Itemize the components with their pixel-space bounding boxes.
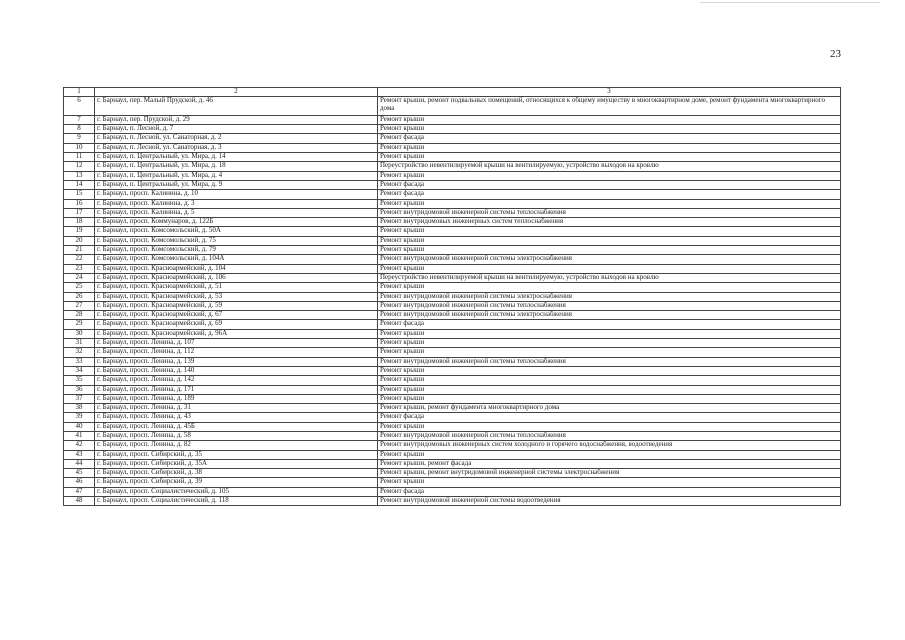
row-address: г. Барнаул, просп. Красноармейский, д. 106: [95, 273, 378, 282]
row-work: Ремонт внутридомовой инженерной системы теплоснабжения: [378, 301, 841, 310]
table-row: [64, 301, 841, 310]
row-work: Ремонт крыши: [378, 422, 841, 431]
table-row: [64, 162, 841, 171]
row-address: г. Барнаул, просп. Ленина, д. 140: [95, 366, 378, 375]
header-col-2: 2: [95, 88, 378, 97]
table-row: [64, 311, 841, 320]
table-row: [64, 469, 841, 478]
table-row: [64, 143, 841, 152]
row-address: г. Барнаул, просп. Красноармейский, д. 53: [95, 292, 378, 301]
row-number: 33: [64, 357, 95, 366]
table-row: [64, 385, 841, 394]
row-work: Ремонт внутридомовых инженерных систем холодного и горячего водоснабжения, водоотведения: [378, 441, 841, 450]
row-number: 15: [64, 190, 95, 199]
table-row: [64, 478, 841, 487]
table-row: [64, 227, 841, 236]
row-address: г. Барнаул, просп. Ленина, д. 189: [95, 394, 378, 403]
row-address: г. Барнаул, просп. Коммунаров, д. 122Б: [95, 218, 378, 227]
row-number: 44: [64, 459, 95, 468]
row-address: г. Барнаул, просп. Красноармейский, д. 59: [95, 301, 378, 310]
table-header-row: [64, 88, 841, 97]
row-work: Ремонт крыши: [378, 246, 841, 255]
row-number: 38: [64, 404, 95, 413]
table-row: [64, 376, 841, 385]
row-number: 17: [64, 208, 95, 217]
row-address: г. Барнаул, просп. Социалистический, д. 105: [95, 487, 378, 496]
row-address: г. Барнаул, просп. Комсомольский, д. 79: [95, 246, 378, 255]
table-row: [64, 394, 841, 403]
row-number: 47: [64, 487, 95, 496]
table-row: [64, 422, 841, 431]
row-work: Переустройство невентилируемой крыши на вентилируемую, устройство выходов на кровлю: [378, 273, 841, 282]
row-number: 42: [64, 441, 95, 450]
row-address: г. Барнаул, п. Центральный, ул. Мира, д. 14: [95, 153, 378, 162]
row-address: г. Барнаул, просп. Калинина, д. 10: [95, 190, 378, 199]
row-number: 25: [64, 283, 95, 292]
header-col-1: 1: [64, 88, 95, 97]
row-work: Ремонт крыши: [378, 199, 841, 208]
table-row: [64, 348, 841, 357]
row-number: 20: [64, 236, 95, 245]
row-address: г. Барнаул, просп. Сибирский, д. 39: [95, 478, 378, 487]
table-row: [64, 246, 841, 255]
row-work: Ремонт крыши: [378, 264, 841, 273]
row-work: Ремонт фасада: [378, 180, 841, 189]
row-address: г. Барнаул, п. Центральный, ул. Мира, д. 9: [95, 180, 378, 189]
row-number: 19: [64, 227, 95, 236]
row-work: Ремонт фасада: [378, 190, 841, 199]
row-number: 26: [64, 292, 95, 301]
table-row: [64, 441, 841, 450]
row-address: г. Барнаул, просп. Сибирский, д. 35: [95, 450, 378, 459]
row-work: Ремонт крыши: [378, 153, 841, 162]
scan-edge-line: [700, 2, 880, 3]
row-work: Ремонт крыши, ремонт фасада: [378, 459, 841, 468]
row-address: г. Барнаул, просп. Ленина, д. 82: [95, 441, 378, 450]
row-address: г. Барнаул, п. Лесной, ул. Санаторная, д. 2: [95, 134, 378, 143]
table-row: [64, 264, 841, 273]
row-work: Ремонт фасада: [378, 487, 841, 496]
row-work: Ремонт внутридомовой инженерной системы теплоснабжения: [378, 431, 841, 440]
table-row: [64, 171, 841, 180]
row-work: Ремонт внутридомовой инженерной системы электроснабжения: [378, 311, 841, 320]
row-address: г. Барнаул, просп. Красноармейский, д. 96А: [95, 329, 378, 338]
row-address: г. Барнаул, просп. Ленина, д. 43: [95, 413, 378, 422]
row-number: 13: [64, 171, 95, 180]
row-number: 14: [64, 180, 95, 189]
row-number: 35: [64, 376, 95, 385]
table-row: [64, 404, 841, 413]
row-work: Ремонт крыши: [378, 348, 841, 357]
row-number: 29: [64, 320, 95, 329]
row-work: Ремонт крыши: [378, 478, 841, 487]
row-number: 6: [64, 97, 95, 116]
row-number: 24: [64, 273, 95, 282]
row-address: г. Барнаул, просп. Калинина, д. 5: [95, 208, 378, 217]
row-work: Ремонт внутридомовой инженерной системы водоотведения: [378, 497, 841, 506]
page-number: 23: [830, 48, 841, 60]
row-address: г. Барнаул, просп. Ленина, д. 139: [95, 357, 378, 366]
row-number: 10: [64, 143, 95, 152]
row-address: г. Барнаул, просп. Сибирский, д. 35А: [95, 459, 378, 468]
row-address: г. Барнаул, просп. Ленина, д. 45Б: [95, 422, 378, 431]
table-row: [64, 134, 841, 143]
row-number: 46: [64, 478, 95, 487]
table-row: [64, 97, 841, 116]
row-address: г. Барнаул, просп. Ленина, д. 107: [95, 339, 378, 348]
row-work: Ремонт крыши, ремонт внутридомовой инженерной системы электроснабжения: [378, 469, 841, 478]
row-address: г. Барнаул, п. Лесной, д. 7: [95, 125, 378, 134]
table-row: [64, 450, 841, 459]
table-row: [64, 366, 841, 375]
row-number: 18: [64, 218, 95, 227]
row-work: Ремонт фасада: [378, 320, 841, 329]
row-address: г. Барнаул, просп. Ленина, д. 142: [95, 376, 378, 385]
row-address: г. Барнаул, просп. Калинина, д. 3: [95, 199, 378, 208]
row-address: г. Барнаул, пер. Малый Прудской, д. 46: [95, 97, 378, 116]
row-number: 48: [64, 497, 95, 506]
header-col-3: 3: [378, 88, 841, 97]
row-address: г. Барнаул, просп. Сибирский, д. 38: [95, 469, 378, 478]
table-row: [64, 273, 841, 282]
row-work: Ремонт крыши: [378, 143, 841, 152]
row-number: 12: [64, 162, 95, 171]
repair-table: [63, 87, 841, 506]
row-address: г. Барнаул, п. Центральный, ул. Мира, д. 4: [95, 171, 378, 180]
row-work: Ремонт крыши: [378, 171, 841, 180]
row-work: Ремонт крыши: [378, 115, 841, 124]
table-row: [64, 255, 841, 264]
row-work: Ремонт крыши: [378, 236, 841, 245]
row-number: 43: [64, 450, 95, 459]
row-address: г. Барнаул, просп. Красноармейский, д. 51: [95, 283, 378, 292]
row-number: 21: [64, 246, 95, 255]
table-row: [64, 236, 841, 245]
row-number: 30: [64, 329, 95, 338]
row-work: Ремонт внутридомовой инженерной системы теплоснабжения: [378, 208, 841, 217]
row-address: г. Барнаул, просп. Ленина, д. 31: [95, 404, 378, 413]
row-number: 7: [64, 115, 95, 124]
row-number: 41: [64, 431, 95, 440]
table-row: [64, 180, 841, 189]
row-work: Ремонт крыши, ремонт подвальных помещений, относящихся к общему имуществу в многоквартирном доме, ремонт фундамента многоквартирного дома: [378, 97, 841, 116]
row-number: 34: [64, 366, 95, 375]
table-row: [64, 115, 841, 124]
table-row: [64, 459, 841, 468]
row-work: Ремонт внутридомовой инженерной системы электроснабжения: [378, 292, 841, 301]
row-number: 37: [64, 394, 95, 403]
row-number: 27: [64, 301, 95, 310]
table-row: [64, 283, 841, 292]
table-row: [64, 125, 841, 134]
row-number: 36: [64, 385, 95, 394]
row-work: Ремонт крыши: [378, 366, 841, 375]
row-work: Ремонт крыши: [378, 227, 841, 236]
row-number: 8: [64, 125, 95, 134]
row-number: 28: [64, 311, 95, 320]
row-address: г. Барнаул, п. Центральный, ул. Мира, д. 18: [95, 162, 378, 171]
row-work: Ремонт крыши: [378, 394, 841, 403]
row-number: 40: [64, 422, 95, 431]
table-row: [64, 487, 841, 496]
row-address: г. Барнаул, просп. Ленина, д. 171: [95, 385, 378, 394]
row-work: Ремонт крыши: [378, 450, 841, 459]
row-number: 22: [64, 255, 95, 264]
row-address: г. Барнаул, просп. Красноармейский, д. 69: [95, 320, 378, 329]
row-address: г. Барнаул, просп. Ленина, д. 58: [95, 431, 378, 440]
row-work: Ремонт крыши: [378, 376, 841, 385]
table-row: [64, 329, 841, 338]
row-number: 9: [64, 134, 95, 143]
row-work: Ремонт внутридомовой инженерной системы электроснабжения: [378, 255, 841, 264]
row-number: 31: [64, 339, 95, 348]
row-work: Ремонт крыши: [378, 125, 841, 134]
row-work: Ремонт фасада: [378, 134, 841, 143]
row-number: 11: [64, 153, 95, 162]
row-work: Ремонт крыши, ремонт фундамента многоквартирного дома: [378, 404, 841, 413]
row-work: Ремонт фасада: [378, 413, 841, 422]
table-row: [64, 190, 841, 199]
row-address: г. Барнаул, просп. Красноармейский, д. 104: [95, 264, 378, 273]
table-row: [64, 357, 841, 366]
table-row: [64, 208, 841, 217]
row-work: Ремонт крыши: [378, 283, 841, 292]
row-address: г. Барнаул, просп. Комсомольский, д. 50А: [95, 227, 378, 236]
row-number: 32: [64, 348, 95, 357]
table-row: [64, 292, 841, 301]
table-row: [64, 218, 841, 227]
row-work: Ремонт крыши: [378, 329, 841, 338]
row-number: 45: [64, 469, 95, 478]
row-number: 39: [64, 413, 95, 422]
row-address: г. Барнаул, просп. Комсомольский, д. 75: [95, 236, 378, 245]
row-address: г. Барнаул, пер. Прудской, д. 29: [95, 115, 378, 124]
row-address: г. Барнаул, просп. Ленина, д. 112: [95, 348, 378, 357]
row-work: Переустройство невентилируемой крыши на вентилируемую, устройство выходов на кровлю: [378, 162, 841, 171]
table-row: [64, 339, 841, 348]
table-row: [64, 497, 841, 506]
row-work: Ремонт крыши: [378, 339, 841, 348]
row-work: Ремонт внутридомовых инженерных систем теплоснабжения: [378, 218, 841, 227]
row-work: Ремонт крыши: [378, 385, 841, 394]
row-number: 23: [64, 264, 95, 273]
row-number: 16: [64, 199, 95, 208]
row-address: г. Барнаул, п. Лесной, ул. Санаторная, д. 3: [95, 143, 378, 152]
row-address: г. Барнаул, просп. Красноармейский, д. 67: [95, 311, 378, 320]
row-address: г. Барнаул, просп. Комсомольский, д. 104А: [95, 255, 378, 264]
table-row: [64, 153, 841, 162]
table-row: [64, 431, 841, 440]
table-row: [64, 320, 841, 329]
row-work: Ремонт внутридомовой инженерной системы теплоснабжения: [378, 357, 841, 366]
table-row: [64, 413, 841, 422]
row-address: г. Барнаул, просп. Социалистический, д. 118: [95, 497, 378, 506]
table-row: [64, 199, 841, 208]
